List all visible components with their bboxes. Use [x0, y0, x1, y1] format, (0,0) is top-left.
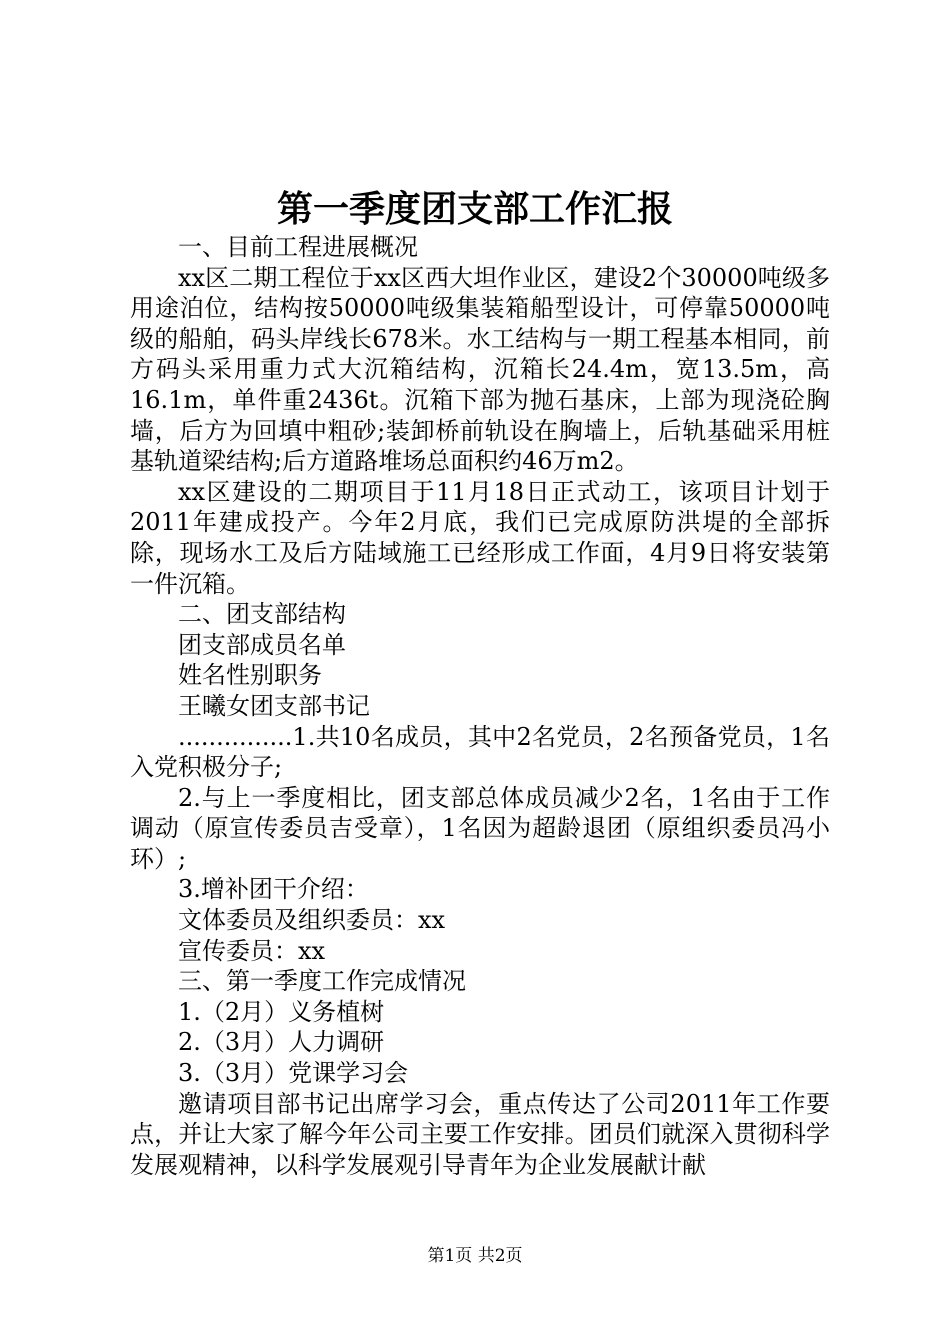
cadre-line-sports: 文体委员及组织委员：xx — [178, 906, 446, 935]
section-heading-3: 三、第一季度工作完成情况 — [178, 967, 466, 996]
paragraph-study-meeting: 邀请项目部书记出席学习会，重点传达了公司2011年工作要点，并让大家了解今年公司主要工作安排。团员们就深入贯彻科学发展观精神，以科学发展观引导青年为企业发展献计献 — [130, 1089, 830, 1179]
paragraph-member-change: 2.与上一季度相比，团支部总体成员减少2名，1名由于工作调动（原宣传委员吉受章），1名因为超龄退团（原组织委员冯小环）; — [130, 783, 830, 873]
work-item-2: 2.（3月）人力调研 — [178, 1028, 385, 1057]
page-number-footer: 第1页 共2页 — [427, 1246, 523, 1266]
work-item-1: 1.（2月）义务植树 — [178, 997, 385, 1026]
paragraph-new-cadres: 3.增补团干介绍： — [178, 875, 369, 904]
member-list-row: 王曦女团支部书记 — [178, 691, 370, 720]
document-body — [130, 232, 830, 1180]
section-heading-2: 二、团支部结构 — [178, 600, 346, 629]
section-heading-1: 一、目前工程进展概况 — [178, 233, 418, 261]
work-item-3: 3.（3月）党课学习会 — [178, 1059, 409, 1088]
member-list-columns: 姓名性别职务 — [178, 661, 322, 690]
paragraph-project-overview: xx区二期工程位于xx区西大坦作业区，建设2个30000吨级多用途泊位，结构按50000吨级集装箱船型设计，可停靠50000吨级的船舶，码头岸线长678米。水工结构与一期工程基本相同，前方码头采用重力式大沉箱结构，沉箱长24.4m，宽13.5m，高16.1m，单件重2436t。沉箱下部为抛石基床，上部为现浇砼胸墙，后方为回填中粗砂;装卸桥前轨设在胸墙上，后轨基础采用桩基轨道梁结构;后方道路堆场总面积约46万m2。 — [130, 263, 830, 476]
paragraph-project-progress: xx区建设的二期项目于11月18日正式动工，该项目计划于2011年建成投产。今年2月底，我们已完成原防洪堤的全部拆除，现场水工及后方陆域施工已经形成工作面，4月9日将安装第一件沉箱。 — [130, 477, 830, 598]
member-list-heading: 团支部成员名单 — [178, 630, 346, 659]
paragraph-member-count: ...............1.共10名成员，其中2名党员，2名预备党员，1名入党积极分子; — [130, 722, 830, 782]
cadre-line-publicity: 宣传委员：xx — [178, 936, 326, 965]
document-title: 第一季度团支部工作汇报 — [276, 188, 673, 230]
